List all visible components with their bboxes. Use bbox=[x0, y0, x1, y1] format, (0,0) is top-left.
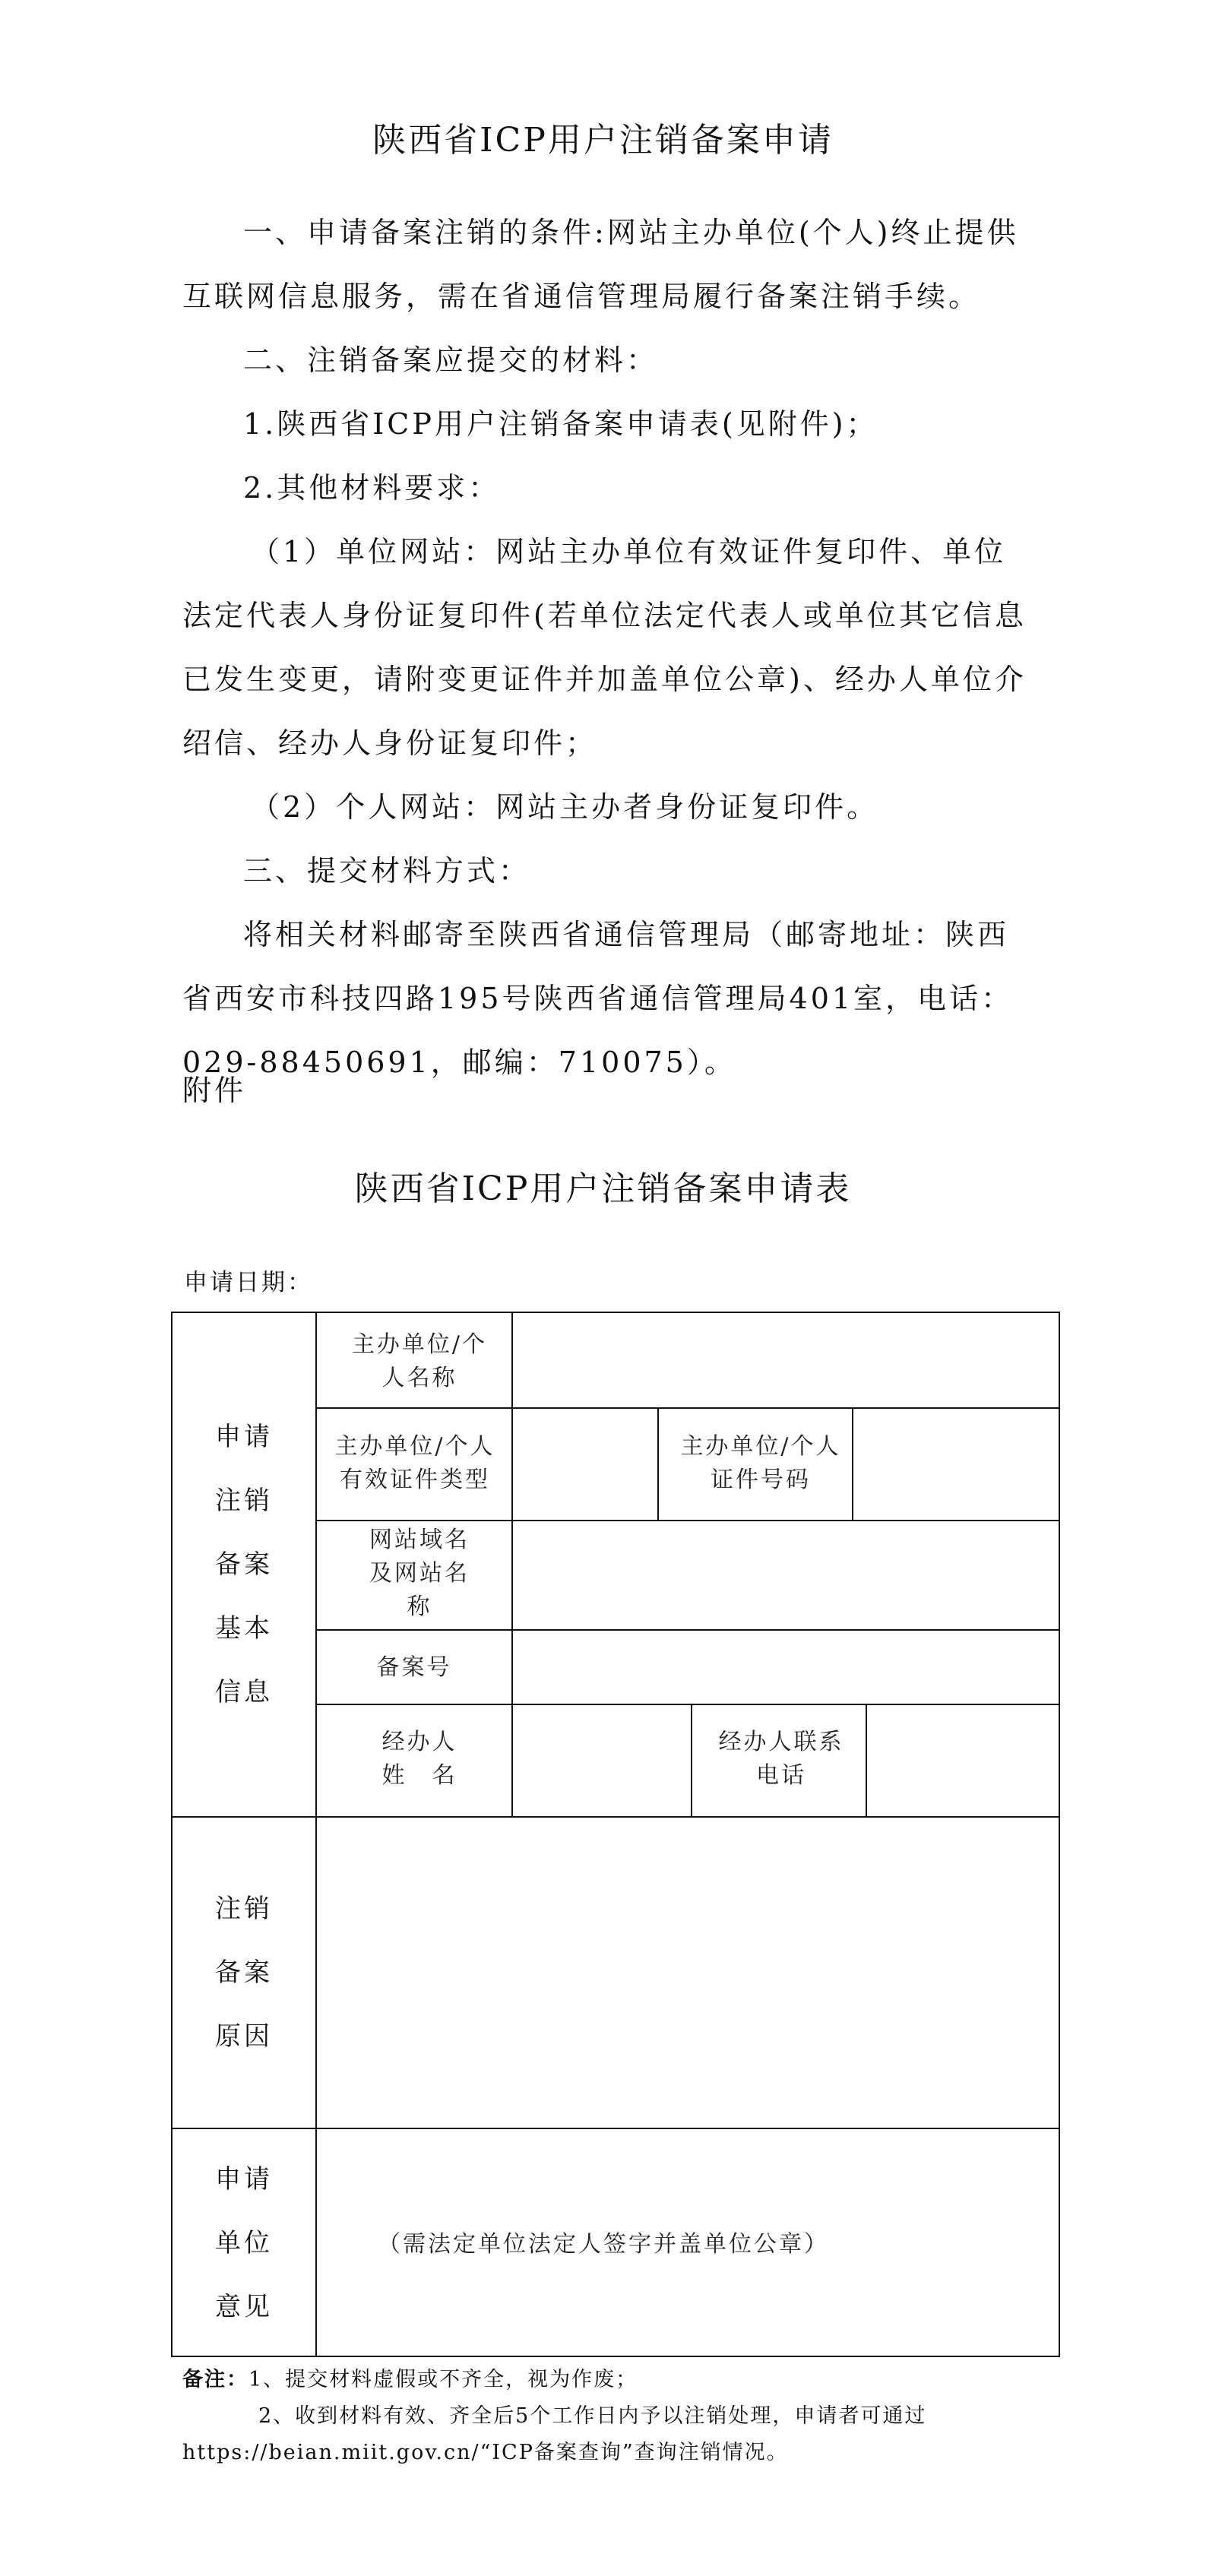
section-1-paragraph bbox=[182, 201, 1027, 328]
basic-info-section-label bbox=[173, 1313, 315, 1816]
notes-block bbox=[182, 2362, 1041, 2471]
opinion-note: （需法定单位法定人签字并盖单位公章） bbox=[378, 2231, 829, 2258]
apply-date-label: 申请日期： bbox=[184, 1269, 313, 1296]
label-line: 备案 bbox=[215, 1549, 273, 1580]
section-2-item-1: 1.陕西省ICP用户注销备案申请表(见附件)； bbox=[243, 407, 878, 441]
host-name-field[interactable] bbox=[514, 1315, 1057, 1406]
table-divider bbox=[315, 1629, 1060, 1631]
agent-name-label: 经办人姓 名 bbox=[381, 1729, 457, 1789]
form-title: 陕西省ICP用户注销备案申请表 bbox=[354, 1169, 852, 1208]
attachment-label: 附件 bbox=[182, 1074, 247, 1107]
table-divider bbox=[691, 1704, 692, 1816]
label-line: 注销 bbox=[215, 1486, 273, 1516]
agent-phone-label: 经办人联系电话 bbox=[718, 1729, 844, 1789]
section-1-heading: 一、申请备案注销的条件: bbox=[243, 216, 607, 249]
table-divider bbox=[315, 1704, 1060, 1705]
label-line: 申请 bbox=[215, 1422, 273, 1452]
label-line: 备案 bbox=[215, 1957, 273, 1988]
opinion-section-label bbox=[173, 2129, 315, 2357]
notes-label: 备注： bbox=[182, 2368, 248, 2391]
table-divider bbox=[315, 1407, 1060, 1409]
cert-type-field[interactable] bbox=[514, 1410, 656, 1518]
label-line: 意见 bbox=[215, 2292, 273, 2322]
table-divider bbox=[866, 1704, 867, 1816]
label-line: 申请 bbox=[215, 2164, 273, 2195]
table-divider bbox=[315, 1520, 1060, 1521]
section-1-text: 网站主办单位(个人)终止提供互联网信息服务，需在省通信管理局履行备案注销手续。 bbox=[182, 216, 1019, 313]
agent-name-field[interactable] bbox=[514, 1707, 689, 1815]
section-2-item-2-1: （1）单位网站：网站主办单位有效证件复印件、单位法定代表人身份证复印件(若单位法定代表人或单位其它信息已发生变更，请附变更证件并加盖单位公章)、经办人单位介绍信、经办人身份证复印件； bbox=[182, 535, 1027, 760]
record-no-field[interactable] bbox=[514, 1632, 1057, 1702]
note-line-1: 1、提交材料虚假或不齐全，视为作废； bbox=[248, 2368, 638, 2391]
host-name-label: 主办单位/个人名称 bbox=[351, 1331, 488, 1391]
section-2-item-2: 2.其他材料要求： bbox=[243, 471, 501, 505]
agent-phone-field[interactable] bbox=[869, 1707, 1057, 1815]
section-3-text: 将相关材料邮寄至陕西省通信管理局（邮寄地址：陕西省西安市科技四路195号陕西省通信管理局401室，电话：029-88450691，邮编：710075）。 bbox=[182, 918, 1014, 1079]
label-line: 原因 bbox=[215, 2021, 273, 2052]
domain-label: 网站域名及网站名称 bbox=[369, 1527, 470, 1620]
section-3-heading: 三、提交材料方式： bbox=[243, 854, 531, 888]
label-line: 单位 bbox=[215, 2228, 273, 2258]
label-line: 基本 bbox=[215, 1613, 273, 1644]
table-divider bbox=[315, 1313, 317, 2356]
table-divider bbox=[657, 1407, 659, 1520]
label-line: 注销 bbox=[215, 1894, 273, 1924]
cert-type-label: 主办单位/个人有效证件类型 bbox=[334, 1433, 495, 1493]
application-form-table bbox=[171, 1312, 1060, 2357]
table-divider bbox=[511, 1313, 513, 1816]
label-line: 信息 bbox=[215, 1677, 273, 1707]
cert-no-field[interactable] bbox=[855, 1410, 1057, 1518]
note-line-2: 2、收到材料有效、齐全后5个工作日内予以注销处理，申请者可通过https://beian.miit.gov.cn/“ICP备案查询”查询注销情况。 bbox=[182, 2404, 927, 2464]
document-title: 陕西省ICP用户注销备案申请 bbox=[372, 121, 834, 160]
record-no-label: 备案号 bbox=[376, 1654, 452, 1681]
section-2-item-2-2: （2）个人网站：网站主办者身份证复印件。 bbox=[251, 790, 879, 824]
reason-section-label bbox=[173, 1818, 315, 2128]
reason-field[interactable] bbox=[318, 1819, 1057, 2126]
table-divider bbox=[852, 1407, 853, 1520]
domain-field[interactable] bbox=[514, 1523, 1057, 1628]
section-2-heading: 二、注销备案应提交的材料： bbox=[243, 343, 659, 377]
cert-no-label: 主办单位/个人证件号码 bbox=[680, 1433, 841, 1493]
